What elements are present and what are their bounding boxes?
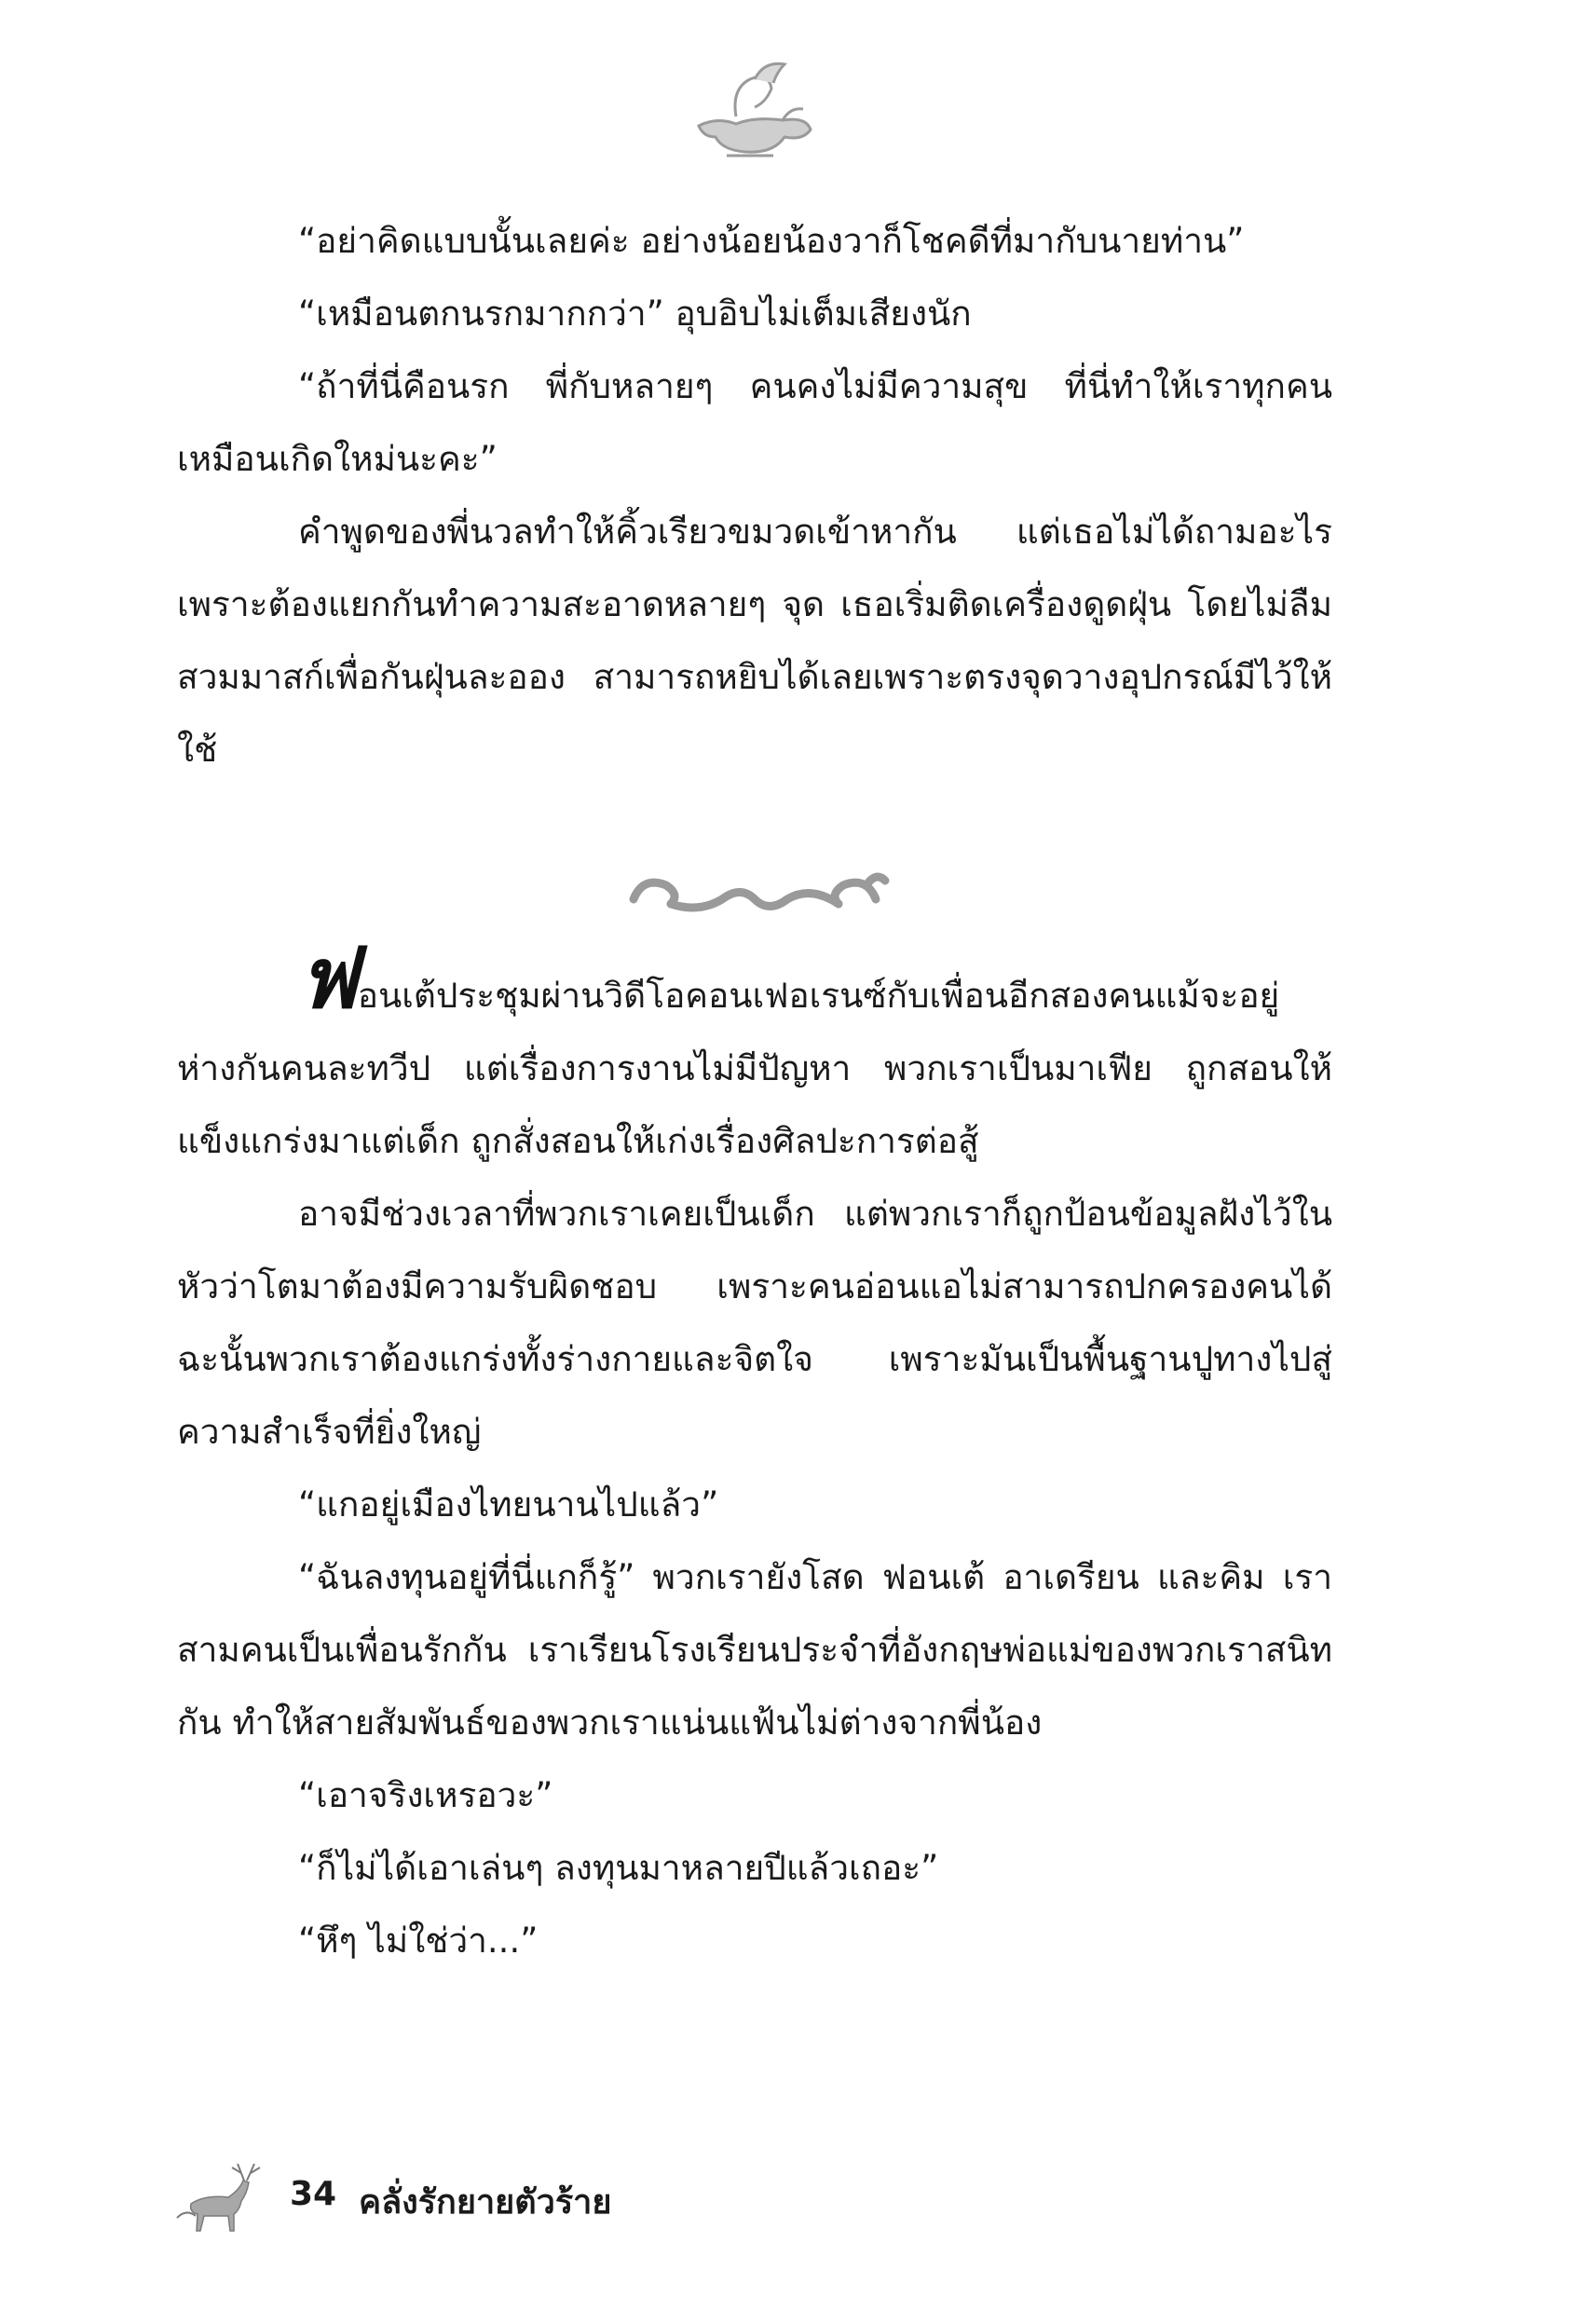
paragraph: “ก็ไม่ได้เอาเล่นๆ ลงทุนมาหลายปีแล้วเถอะ”: [298, 1848, 939, 1888]
opening-paragraph: [177, 929, 1332, 1178]
paragraph: คำพูดของพี่นวลทำให้คิ้วเรียวขมวดเข้าหากัน แต่เธอไม่ได้ถามอะไร เพราะต้องแยกกันทำความสะอาดหลายๆ จุด เธอเริ่มติดเครื่องดูดฝุ่น โดยไม่ลืมสวมมาสก์เพื่อกันฝุ่นละออง สามารถหยิบได้เลยเพราะตรงจุดวางอุปกรณ์มีไว้ให้ใช้: [177, 512, 1332, 770]
page-footer: [172, 2153, 825, 2236]
flourish-divider-icon: [615, 857, 894, 932]
book-title: คลั่งรักยายตัวร้าย: [359, 2183, 612, 2222]
passage-1: [177, 205, 1332, 786]
drop-cap: ฟ: [298, 929, 358, 1028]
paragraph: “ถ้าที่นี่คือนรก พี่กับหลายๆ คนคงไม่มีความสุข ที่นี่ทำให้เราทุกคนเหมือนเกิดใหม่นะคะ”: [177, 366, 1332, 479]
paragraph: “แกอยู่เมืองไทยนานไปแล้ว”: [298, 1484, 719, 1525]
paragraph-text: อนเต้ประชุมผ่านวิดีโอคอนเฟอเรนซ์กับเพื่อนอีกสองคนแม้จะอยู่ห่างกันคนละทวีป แต่เรื่องการงานไม่มีปัญหา พวกเราเป็นมาเฟีย ถูกสอนให้แข็งแกร่งมาแต่เด็ก ถูกสั่งสอนให้เก่งเรื่องศิลปะการต่อสู้: [177, 976, 1332, 1161]
deer-icon: [172, 2153, 266, 2236]
genie-lamp-ornament-icon: [680, 51, 829, 163]
paragraph: “เหมือนตกนรกมากกว่า” อุบอิบไม่เต็มเสียงนัก: [298, 294, 972, 334]
passage-2: [177, 929, 1333, 1977]
paragraph: “หึๆ ไม่ใช่ว่า...”: [298, 1921, 539, 1961]
paragraph: “ฉันลงทุนอยู่ที่นี่แกก็รู้” พวกเรายังโสด ฟอนเต้ อาเดรียน และคิม เราสามคนเป็นเพื่อนรักกัน เราเรียนโรงเรียนประจำที่อังกฤษพ่อแม่ของพวกเราสนิทกัน ทำให้สายสัมพันธ์ของพวกเราแน่นแฟ้นไม่ต่างจากพี่น้อง: [177, 1557, 1333, 1743]
paragraph: อาจมีช่วงเวลาที่พวกเราเคยเป็นเด็ก แต่พวกเราก็ถูกป้อนข้อมูลฝังไว้ในหัวว่าโตมาต้องมีความรับผิดชอบ เพราะคนอ่อนแอไม่สามารถปกครองคนได้ ฉะนั้นพวกเราต้องแกร่งทั้งร่างกายและจิตใจ เพราะมันเป็นพื้นฐานปูทางไปสู่ความสำเร็จที่ยิ่งใหญ่: [177, 1194, 1332, 1452]
paragraph: “อย่าคิดแบบนั้นเลยค่ะ อย่างน้อยน้องวาก็โชคดีที่มากับนายท่าน”: [298, 221, 1245, 261]
paragraph: “เอาจริงเหรอวะ”: [298, 1775, 553, 1815]
page-number: 34: [290, 2175, 337, 2213]
